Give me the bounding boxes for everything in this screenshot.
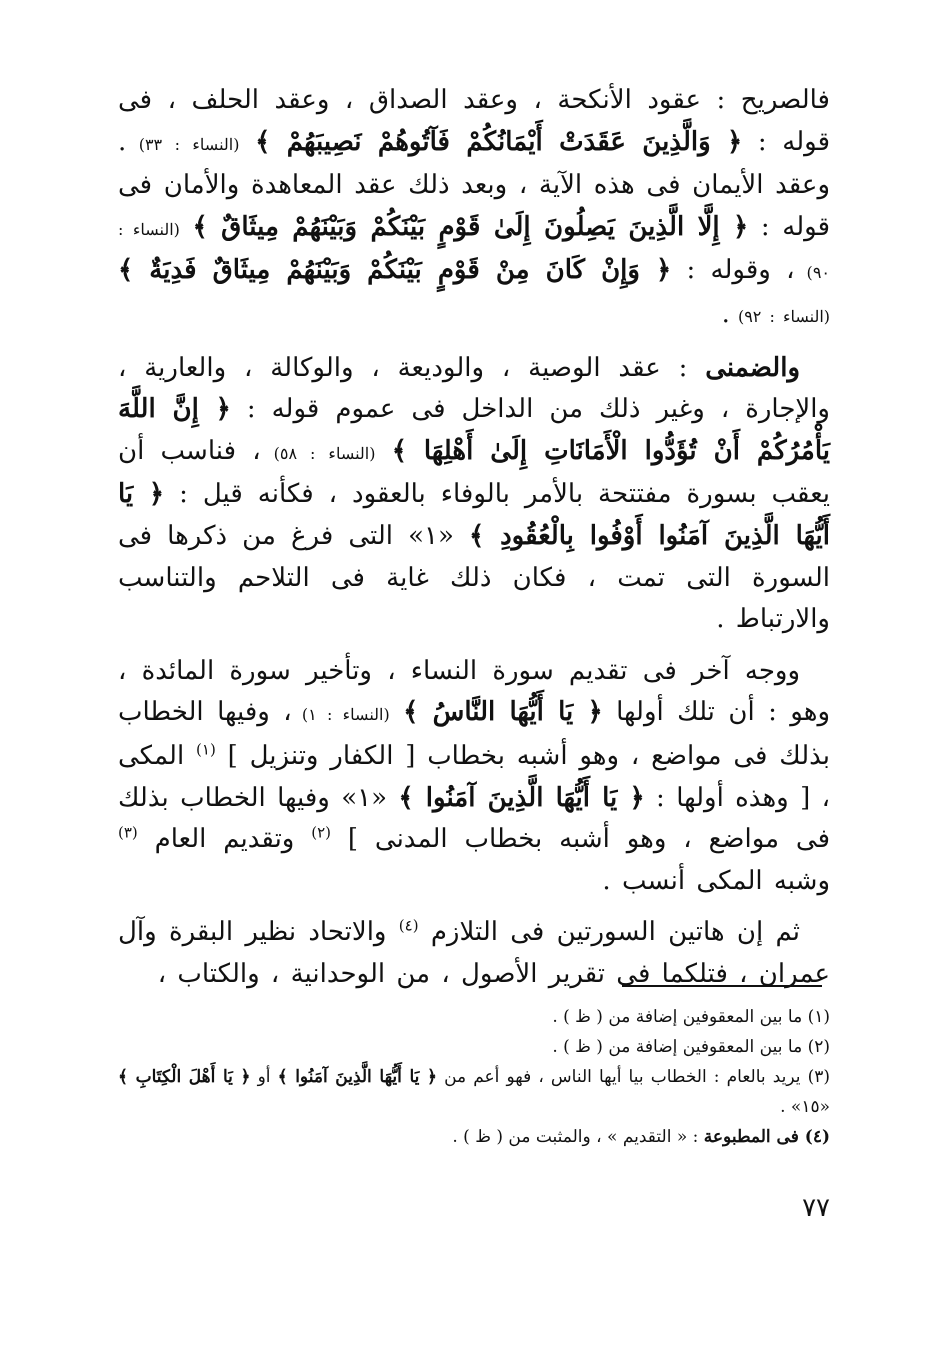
page-number: ٧٧	[802, 1193, 830, 1223]
paragraph-surah-pairing	[118, 912, 830, 995]
body-text: ووجه آخر فى تقديم سورة النساء ، وتأخير سورة المائدة ، وهو : أن تلك أولها	[118, 655, 830, 728]
footnote-text: أو	[250, 1067, 271, 1087]
quran-verse: ﴿ وَإِنْ كَانَ مِنْ قَوْمٍ بَيْنَكُمْ وَبَيْنَهُمْ مِيثَاقٌ فَدِيَةٌ ﴾	[118, 255, 672, 286]
body-text: «١» وفيها الخطاب بذلك فى مواضع ، وهو أشبه بخطاب المدنى ]	[118, 782, 831, 855]
section-lead-word: والضمنى	[705, 352, 800, 383]
footnote-2: (٢) ما بين المعقوفين إضافة من ( ظ ) .	[552, 1037, 830, 1057]
footnote-text: «١٥» .	[780, 1097, 830, 1117]
footnote-marker: (٣)	[118, 823, 138, 842]
verse-citation: (النساء : ١)	[291, 705, 390, 725]
body-text: ، فناسب أن يعقب بسورة مفتتحة بالأمر بالوفاء بالعقود ، فكأنه قيل :	[118, 435, 830, 510]
footnote-lead: (٤) فى المطبوعة	[703, 1127, 830, 1147]
quran-verse: ﴿ إِلَّا الَّذِينَ يَصِلُونَ إِلَىٰ قَوْمٍ بَيْنَكُمْ وَبَيْنَهُمْ مِيثَاقٌ ﴾	[192, 211, 749, 242]
body-text: والاتحاد نظير البقرة وآل عمران ، فتلكما فى تقرير الأصول ، من الوحدانية ، والكتاب ،	[118, 917, 830, 989]
footnote-1: (١) ما بين المعقوفين إضافة من ( ظ ) .	[552, 1007, 830, 1027]
footnote-4	[118, 1122, 830, 1152]
paragraph-order-reason	[118, 651, 830, 903]
body-text: «١» التى فرغ من ذكرها فى السورة التى تمت ، فكان ذلك غاية فى التلاحم والتناسب والارتباط .	[118, 520, 830, 635]
body-text: وتقديم العام	[154, 824, 295, 855]
footnote-3	[118, 1062, 830, 1122]
footnote-separator	[622, 985, 822, 987]
footnote-text: (٣) يريد بالعام : الخطاب بيا أيها الناس ، فهو أعم من	[436, 1067, 831, 1087]
quran-verse: ﴿ يَا أَيُّهَا الَّذِينَ آمَنُوا أَوْفُوا بِالْعُقُودِ ﴾	[118, 479, 831, 551]
quran-verse: ﴿ يَا أَيُّهَا النَّاسُ ﴾	[403, 697, 603, 728]
quran-verse: ﴿ يَا أَيُّهَا الَّذِينَ آمَنُوا ﴾	[398, 782, 645, 813]
body-text: ، وفيها الخطاب بذلك فى مواضع ، وهو أشبه بخطاب [ الكفار وتنزيل ]	[118, 697, 831, 771]
footnote-marker: (٤)	[398, 916, 419, 935]
verse-citation: (النساء : ٩٢)	[729, 306, 830, 326]
body-text: .	[721, 298, 730, 329]
body-text: وشبه المكى أنسب .	[602, 865, 830, 896]
verse-citation: (النساء : ٩٠)	[118, 219, 830, 283]
verse-citation: (النساء : ٣٣)	[126, 134, 240, 154]
quran-verse: ﴿ إِنَّ اللَّهَ يَأْمُرُكُمْ أَنْ تُؤَدُّوا الْأَمَانَاتِ إِلَىٰ أَهْلِهَا ﴾	[118, 394, 831, 466]
paragraph-implicit-contracts	[118, 348, 830, 641]
body-text: المكى ، [ وهذه أولها :	[118, 740, 830, 813]
verse-citation: (النساء : ٥٨)	[260, 443, 376, 463]
footnote-marker: (١)	[196, 740, 216, 759]
quran-verse: ﴿ يَا أَهْلَ الْكِتَابِ ﴾	[118, 1067, 251, 1087]
body-text: ثم إن هاتين السورتين فى التلازم	[430, 917, 801, 948]
paragraph-explicit-contracts	[118, 80, 830, 338]
body-text: : عقد الوصية ، والوديعة ، والوكالة ، والعارية ، والإجارة ، وغير ذلك من الداخل فى عموم قوله :	[118, 352, 830, 425]
body-text: فالصريح : عقود الأنكحة ، وعقد الصداق ، وعقد الحلف ، فى قوله :	[118, 85, 831, 157]
footnotes	[118, 1002, 830, 1152]
footnote-text: : « التقديم » ، والمثبت من ( ظ ) .	[452, 1127, 699, 1147]
footnote-marker: (٢)	[311, 823, 332, 842]
book-page	[118, 80, 830, 1320]
quran-verse: ﴿ وَالَّذِينَ عَقَدَتْ أَيْمَانُكُمْ فَآتُوهُمْ نَصِيبَهُمْ ﴾	[255, 126, 743, 157]
body-text: . وعقد الأيمان فى هذه الآية ، وبعد ذلك عقد المعاهدة والأمان فى قوله :	[118, 126, 831, 242]
body-text: ، وقوله :	[671, 255, 795, 286]
quran-verse: ﴿ يَا أَيُّهَا الَّذِينَ آمَنُوا ﴾	[277, 1067, 437, 1087]
